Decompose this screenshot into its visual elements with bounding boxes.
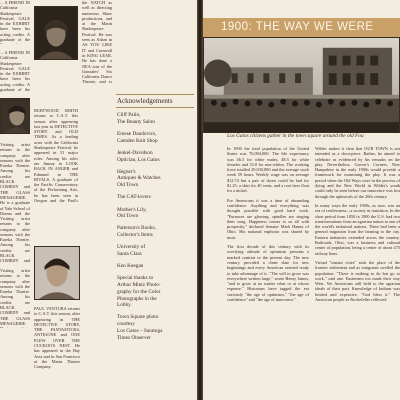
title-banner bbox=[203, 18, 400, 37]
left-col1-mid-text: Visiting artist returns to the company after seasons with the Eureka Theatre. Among his credits are BLACK COMEDY and THE GLASS MENAGERIE. He is a graduate of Yale School of Drama and the bbox=[0, 142, 30, 216]
ack-item: Town Square photo courtesy Los Gatos – Saratoga Times Observer bbox=[117, 314, 163, 341]
ack-item: University of Santa Clara bbox=[117, 244, 146, 258]
left-page bbox=[0, 0, 197, 400]
acknowledgements-title: Acknowledgements bbox=[117, 97, 173, 105]
actor-portrait-1 bbox=[34, 6, 78, 60]
ack-item: Cliff Palin, The Beauty Salon bbox=[117, 112, 155, 125]
actor-bio-burtwood: BURTWOOD SMITH returns to C.A.T. this season after appearing last year in DETECTIVE STORY and OLD TIMES. As a leading actor with the California Shakespeare Festival, he appeared in 51 major roles. Among his roles are Jimmy in LOOK BACK IN ANGER and Edmund in THE RIVALS. A graduate of the Pacific Conservatory of the Performing Arts, he has been seen in Oregon and the Paul's bbox=[34, 108, 78, 204]
left-col1-top-text: ... A FRIEND IN California Shakespeare Festival. GALE in the EXHIBIT have been his acting credits. A graduate of the bbox=[0, 0, 30, 43]
article-paragraph: In many ways the early 1900s, as now, was an era of restlessness—a society in transition. In the short period from 1850 to 1900 the U.S. had two transformations from an agrarian nation to one of the world's industrial nations. There had been a general migration from the farming to the city. Eastern industries extended across the country. Railroads, Ohio, was a business and cultural center of population, being a center of about 475 railway lines. bbox=[315, 202, 400, 256]
article-column-2 bbox=[315, 146, 400, 398]
actor-portrait-3 bbox=[34, 246, 80, 300]
left-col1-lower-text: Visiting artist returns to the company after seasons with the Eureka Theatre. Among his credits are BLACK COMEDY and THE GLASS MENAGERIE. bbox=[0, 268, 30, 326]
ack-item: Ken Keegan bbox=[117, 263, 144, 270]
ack-item: The CAT-lovers bbox=[117, 194, 151, 201]
left-col1-extra-text: Visiting artist returns to the company after seasons with the Eureka Theatre. Among his credits are BLACK COMEDY and bbox=[0, 216, 30, 264]
article-column-1 bbox=[227, 146, 309, 398]
acknowledgements-list bbox=[117, 112, 195, 347]
town-square-photo bbox=[203, 37, 400, 133]
article-paragraph: The first decade of this century with its overlying attitude of optimism presents a marked contrast to the present day. The new century provided a clean slate for new beginnings and every American seemed ready to take advantage of it. "The will to grow was everywhere written large," wrote Henry James, "and to grow at no matter what or at whose expense." Historians have tagged the era variously "the age of optimism," "the age of confidence" and "the age of innocence." bbox=[227, 244, 309, 303]
photo-caption: Los Gatos citizens gather in the town square around the old Fou bbox=[227, 133, 364, 139]
ack-item: Hegner's Antiques & Watches Old Town bbox=[117, 168, 161, 189]
ack-top-rule bbox=[116, 94, 194, 95]
ack-bottom-rule bbox=[116, 107, 194, 108]
left-col1-continued-text: ... A FRIEND IN California Shakespeare Festival. GALE in the EXHIBIT have been his acting credits. A graduate of the bbox=[0, 50, 30, 92]
article-title: 1900: THE WAY WE WERE bbox=[221, 21, 374, 33]
article-paragraph: Wilder makes it clear that OUR TOWN is not intended as a docu-piece. Rather, he aimed to celebrate as evidenced by his remarks on the play. Nevertheless, Grover's Corners, New Hampshire in the early 1900s would provide a framework for examining the play. It was a period when the Old Ways were in the process of dying and the New World in Wilder's youth could only be seen before our innocence was lost through the upheavals of the 20th century. bbox=[315, 146, 400, 199]
right-page bbox=[203, 0, 400, 400]
article-paragraph: In 1900 the total population of the United States was 76,094,000. The life expectancy was 46.3 for white males, 48.3 for white females and 33.0 for non-whites. The working force totalled 29,030,000 and the average work week 59 hours. Weekly wage was on average $12.74 but a pair of shoes could be had for $1.25, a shirt for 40 cents, and a root beer float for a nickel. bbox=[227, 146, 309, 194]
actor-portrait-2 bbox=[0, 98, 30, 134]
actor-bio-paul-ventura: PAUL VENTURA returns to C.A.T. this season, after appearing in THE DETECTIVE STORY, THE FANTASTICKS, ANTIGONE and ONE FLEW OVER THE CUCKOO'S NEST. He has appeared in the Bay Area and in San Francisco at the Marin Theatre Company. bbox=[34, 306, 80, 370]
ack-item: Emese Dandovics, Camden Knit Shop bbox=[117, 130, 158, 144]
ack-item: Special thanks to Arthur Mintz Photo- graphy for the Color Photographs in the Lobby. bbox=[117, 275, 161, 309]
article-paragraph: For Americans it was a time of abounding confidence. Anything and everything was thought possible with good hard work. "Furnaces are glowing, spindles are singing their song. Happiness comes to us all with prosperity," declared Senator Mark Hanna of Ohio. His national euphoria was shared by most. bbox=[227, 197, 309, 240]
article-paragraph: Virtual "instant cities" took the place of the frontier settlement and as emigrants swelled the population: "There is nothing to do but go to work," said one. Easterners too made their way West. Yet Americans still held to the agrarian ideals of their past. Knowledge of Indians was limited and expensive. "God bless it." The American people as Rockefeller reflected. bbox=[315, 259, 400, 303]
left-col2-top-text: the NATCH as well as directing numerous Shaw productions, and at the Marin Shakespeare Festival. He was seen as Adam in AS YOU LIKE IT and Cornwall in KING LEAR. He has done a NEA tour of the Gonzales' Six California Dance Theatre, and is bbox=[82, 0, 112, 84]
ack-item: Patterson's Books, Collector's Items bbox=[117, 225, 156, 239]
ack-item: Jenkel-Davidson Optician, Los Gatos bbox=[117, 149, 160, 163]
ack-item: Mother's Lily, Old Town bbox=[117, 206, 147, 220]
